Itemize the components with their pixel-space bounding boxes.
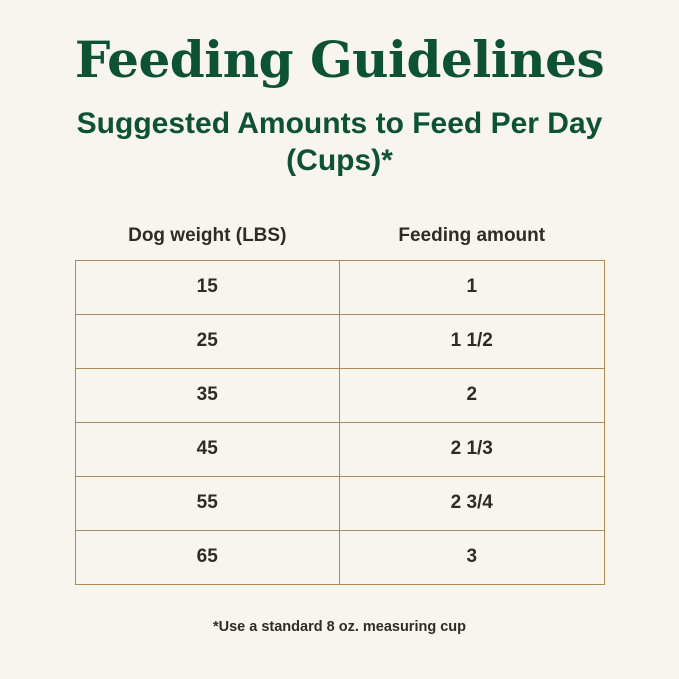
table-row xyxy=(75,530,604,584)
feeding-table-wrapper xyxy=(75,224,605,585)
cell-dog-weight: 65 xyxy=(75,530,340,584)
table-row xyxy=(75,476,604,530)
table-row xyxy=(75,422,604,476)
table-body xyxy=(75,260,604,584)
cell-dog-weight: 35 xyxy=(75,368,340,422)
cell-feeding-amount: 1 1/2 xyxy=(340,314,605,368)
column-header-dog-weight: Dog weight (LBS) xyxy=(128,224,287,246)
cell-dog-weight: 45 xyxy=(75,422,340,476)
footnote: *Use a standard 8 oz. measuring cup xyxy=(212,618,467,635)
cell-feeding-amount: 2 1/3 xyxy=(340,422,605,476)
table-row xyxy=(75,260,604,314)
table-header xyxy=(75,224,604,261)
cell-feeding-amount: 3 xyxy=(340,530,605,584)
page-subtitle: Suggested Amounts to Feed Per Day (Cups)* xyxy=(76,106,603,177)
page-title: Feeding Guidelines xyxy=(74,30,605,89)
cell-dog-weight: 15 xyxy=(75,260,340,314)
cell-feeding-amount: 2 3/4 xyxy=(340,476,605,530)
table-row xyxy=(75,368,604,422)
cell-dog-weight: 25 xyxy=(75,314,340,368)
feeding-table xyxy=(75,224,605,585)
cell-feeding-amount: 2 xyxy=(340,368,605,422)
table-row xyxy=(75,314,604,368)
cell-dog-weight: 55 xyxy=(75,476,340,530)
column-header-feeding-amount: Feeding amount xyxy=(398,224,546,246)
table-header-row xyxy=(75,224,604,261)
cell-feeding-amount: 1 xyxy=(340,260,605,314)
